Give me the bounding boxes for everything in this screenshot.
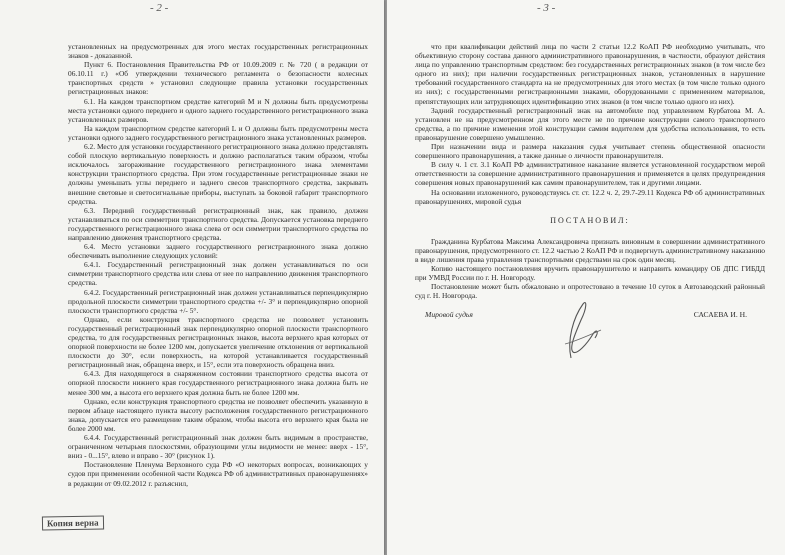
- page-number-left: - 2 -: [150, 2, 169, 14]
- paragraph: Однако, если конструкция транспортного средства не позволяет установить государственный регистрационный знак перпендикулярно опорной плоскости транспортного средства, то для государственных регистрационных знаков, высота верхнего края которых от опорной поверхности не более 1200 мм, допускается увеличение отклонения от вертикальной плоскости до 30°, если поверхность, на которой устанавливается государственный регистрационный знак, обращена вверх, и 15°, если эта поверхность обращена вниз.: [68, 314, 368, 370]
- paragraph: Копию настоящего постановления вручить правонарушителю и направить командиру ОБ ДПС ГИБДД при УМВД России по г. Н. Новгороду.: [415, 264, 765, 283]
- judge-signature: [543, 300, 613, 360]
- paragraph: 6.4.4. Государственный регистрационный знак должен быть видимым в пространстве, ограниченном четырьмя плоскостями, образующими углы видимости не менее: вверх - 15°, вниз - 0...15°, влево и вправо - 30° (рисунок 1).: [68, 433, 368, 461]
- paragraph: Постановление может быть обжаловано и опротестовано в течение 10 суток в Автозаводский районный суд г. Н. Новгорода.: [415, 282, 765, 301]
- paragraph: 6.4. Место установки заднего государственного регистрационного знака должно обеспечивать выполнение следующих условий:: [68, 242, 368, 261]
- paragraph: 6.4.1. Государственный регистрационный знак должен устанавливаться по оси симметрии транспортного средства или слева от нее по направлению движения транспортного средства.: [68, 260, 368, 288]
- signature-block: [415, 306, 765, 354]
- paragraph: установленных на предусмотренных для этого местах государственных регистрационных знаков - доказанной.: [68, 42, 368, 61]
- paragraph: Гражданина Курбатова Максима Александровича признать виновным в совершении административного правонарушения, предусмотренного ст. 12.2 частью 2 КоАП РФ и подвергнуть административному наказанию в виде лишения права управления транспортными средствами на срок один месяц.: [415, 236, 765, 264]
- page-number-right: - 3 -: [537, 2, 556, 14]
- paragraph: Постановление Пленума Верховного суда РФ «О некоторых вопросах, возникающих у судов при применении особенной части Кодекса РФ об административных правонарушениях» в редакции от 09.02.2012 г. разъяснил,: [68, 460, 368, 488]
- paragraph: В силу ч. 1 ст. 3.1 КоАП РФ административное наказание является установленной государством мерой ответственности за совершение административного правонарушения и применяется в целях предупреждения совершения новых правонарушений как самим правонарушителем, так и другими лицами.: [415, 160, 765, 188]
- paragraph: 6.1. На каждом транспортном средстве категорий M и N должны быть предусмотрены места установки одного переднего и одного заднего государственного регистрационного знака установленных размеров.: [68, 96, 368, 124]
- right-page: [387, 0, 785, 555]
- left-page-text: [68, 14, 368, 488]
- left-page: [0, 0, 384, 555]
- judge-name: САСАЕВА И. Н.: [693, 310, 747, 320]
- paragraph: Пункт 6. Постановления Правительства РФ от 10.09.2009 г. № 720 ( в редакции от 06.10.11 г.) «Об утверждении технического регламента о безопасности колесных транспортных средств » установил следующие правила установки государственных регистрационных знаков:: [68, 60, 368, 97]
- paragraph: 6.2. Место для установки государственного регистрационного знака должно представлять собой плоскую вертикальную поверхность и должно располагаться таким образом, чтобы исключалось загораживание государственного регистрационного знака элементами конструкции транспортного средства. При этом государственные регистрационные знаки не должны уменьшать углы переднего и заднего свесов транспортного средства, закрывать внешние световые и светосигнальные приборы, выступать за боковой габарит транспортного средства.: [68, 142, 368, 206]
- paragraph: При назначении вида и размера наказания судья учитывает степень общественной опасности совершенного правонарушения, а также данные о личности правонарушителя.: [415, 142, 765, 161]
- paragraph: 6.4.2. Государственный регистрационный знак должен устанавливаться перпендикулярно продольной плоскости симметрии транспортного средства +/- 3° и перпендикулярно опорной плоскости транспортного средства +/- 5°.: [68, 287, 368, 315]
- right-page-text: [415, 12, 765, 354]
- ruling-heading: ПОСТАНОВИЛ:: [550, 215, 630, 225]
- paragraph: 6.3. Передний государственный регистрационный знак, как правило, должен устанавливаться по оси симметрии транспортного средства. Допускается установка переднего государственного регистрационного знака слева от оси симметрии транспортного средства по направлению движения транспортного средства.: [68, 205, 368, 242]
- paragraph: На основании изложенного, руководствуясь ст. ст. 12.2 ч. 2, 29.7-29.11 Кодекса РФ об административных правонарушениях, мировой судья: [415, 187, 765, 206]
- paragraph: что при квалификации действий лица по части 2 статьи 12.2 КоАП РФ необходимо учитывать, что объективную сторону состава данного административного правонарушения, в частности, образуют действия лица по управлению транспортным средством: без государственных регистрационных знаков (в том числе без одного из них); при наличии государственных регистрационных знаков, установленных в нарушение требований государственного стандарта на не предусмотренных для этого местах (в том числе только одного из них); с государственными регистрационными знаками, оборудованными с применением материалов, препятствующих или затрудняющих идентификацию этих знаков (в том числе только одного из них).: [415, 42, 765, 106]
- paragraph: Задний государственный регистрационный знак на автомобиле под управлением Курбатова М. А. установлен не на предусмотренном для этого месте не по причине конструкции самого транспортного средства, а по причине изменения этой конструкции самим водителем для удобства использования, то есть правонарушение совершено умышленно.: [415, 105, 765, 142]
- signature-label: Мировой судья: [425, 310, 473, 320]
- certified-copy-stamp: Копия верна: [42, 515, 104, 530]
- paragraph: Однако, если конструкция транспортного средства не позволяет обеспечить указанную в первом абзаце настоящего пункта высоту расположения государственного регистрационного знака, допускается его размещение таким образом, чтобы высота его верхнего края была не более 2000 мм.: [68, 396, 368, 433]
- paragraph: На каждом транспортном средстве категорий L и O должны быть предусмотрены места установки одного заднего государственного регистрационного знака установленных размеров.: [68, 123, 368, 142]
- paragraph: 6.4.3. Для находящегося в снаряженном состоянии транспортного средства высота от опорной плоскости нижнего края государственного регистрационного знака должна быть не менее 300 мм, а высота его верхнего края должна быть не более 1200 мм.: [68, 369, 368, 397]
